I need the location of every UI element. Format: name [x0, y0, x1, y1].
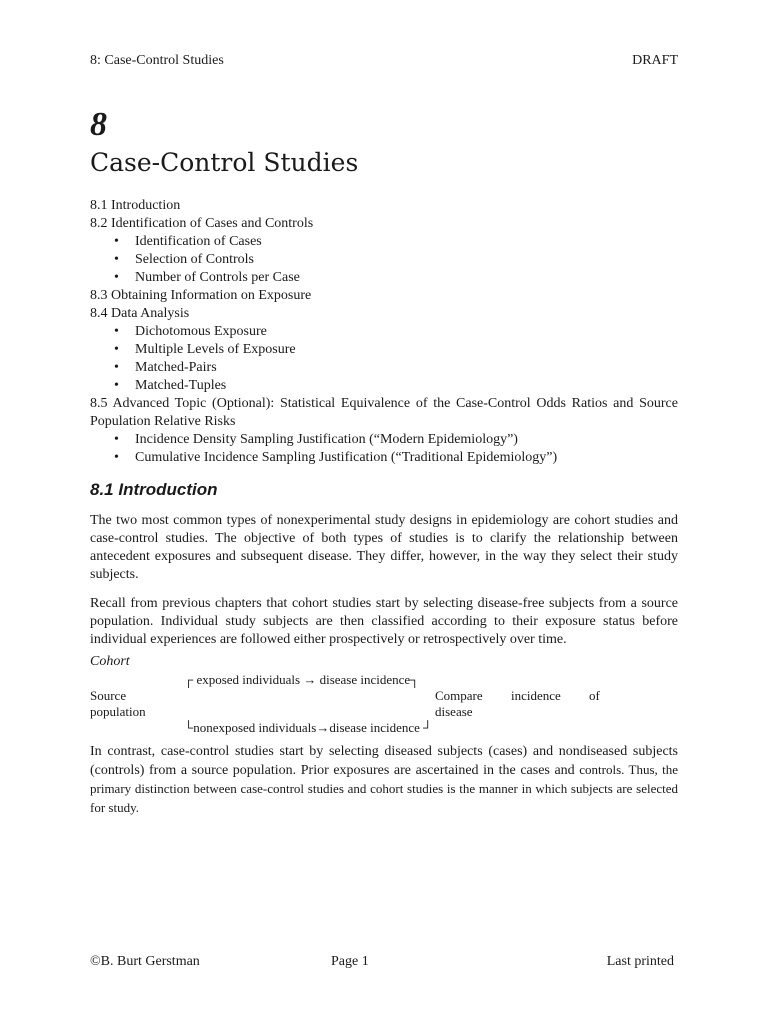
toc-bullet-item: • Selection of Controls — [90, 251, 678, 269]
toc-bullet-item: • Dichotomous Exposure — [90, 323, 678, 341]
diagram-source-line2: population — [90, 704, 146, 719]
footer-page-number: Page 1 — [331, 954, 369, 969]
cohort-diagram — [90, 654, 678, 742]
toc-section-item: 8.3 Obtaining Information on Exposure — [90, 288, 312, 303]
table-of-contents — [90, 197, 678, 467]
header-draft-label: DRAFT — [632, 53, 678, 68]
header-title: 8: Case-Control Studies — [90, 53, 224, 68]
diagram-nonexposed-branch: └nonexposed individuals→disease incidence ┘ — [184, 720, 433, 735]
contrast-paragraph — [90, 743, 678, 818]
intro-paragraph-2: Recall from previous chapters that cohort studies start by selecting disease-free subjects from a source population. Individual study subjects are then classified according to their exposure status before individual experiences are followed either prospectively or retrospectively over time. — [90, 596, 678, 647]
chapter-title: Case-Control Studies — [90, 148, 359, 177]
diagram-disease-word: disease — [435, 704, 473, 719]
document-page — [90, 0, 678, 1024]
footer-author: ©B. Burt Gerstman — [90, 954, 200, 969]
toc-bullet-item: • Number of Controls per Case — [90, 269, 678, 287]
toc-bullet-item: • Matched-Tuples — [90, 377, 678, 395]
diagram-incidence-word: incidence — [511, 688, 561, 703]
footer-last-printed: Last printed — [606, 954, 674, 969]
diagram-source-line1: Source — [90, 688, 127, 703]
toc-section-item: 8.1 Introduction — [90, 198, 181, 213]
toc-section-item: 8.5 Advanced Topic (Optional): Statistical Equivalence of the Case-Control Odds Ratios and Source Population Relative Risks — [90, 396, 678, 429]
toc-section-item: 8.4 Data Analysis — [90, 306, 190, 321]
page-header — [90, 53, 678, 69]
toc-section-item: 8.2 Identification of Cases and Controls — [90, 216, 314, 231]
toc-bullet-item: • Matched-Pairs — [90, 359, 678, 377]
diagram-exposed-branch: ┌ exposed individuals → disease incidence┐ — [184, 672, 420, 687]
contrast-paragraph-part2: controls. Thus, the primary distinction between case-control studies and cohort studies is the manner in which subjects are selected for study. — [90, 762, 678, 815]
intro-paragraph-1: The two most common types of nonexperimental study designs in epidemiology are cohort studies and case-control studies. The objective of both types of studies is to clarify the relationship between antecedent exposures and subsequent disease. They differ, however, in the way they select their study subjects. — [90, 513, 678, 582]
toc-bullet-item: • Incidence Density Sampling Justification (“Modern Epidemiology”) — [90, 431, 678, 449]
diagram-compare-word: Compare — [435, 688, 483, 703]
chapter-number: 8 — [90, 106, 107, 143]
toc-bullet-item: • Identification of Cases — [90, 233, 678, 251]
toc-bullet-item: • Cumulative Incidence Sampling Justification (“Traditional Epidemiology”) — [90, 449, 678, 467]
section-heading: 8.1 Introduction — [90, 480, 218, 499]
diagram-of-word: of — [589, 688, 600, 703]
diagram-label: Cohort — [90, 654, 130, 669]
toc-bullet-item: • Multiple Levels of Exposure — [90, 341, 678, 359]
contrast-paragraph-part1: In contrast, case-control studies start by selecting diseased subjects (cases) and nondiseased subjects (controls) from a source population. Prior exposures are ascertained in the cases and — [90, 744, 678, 778]
